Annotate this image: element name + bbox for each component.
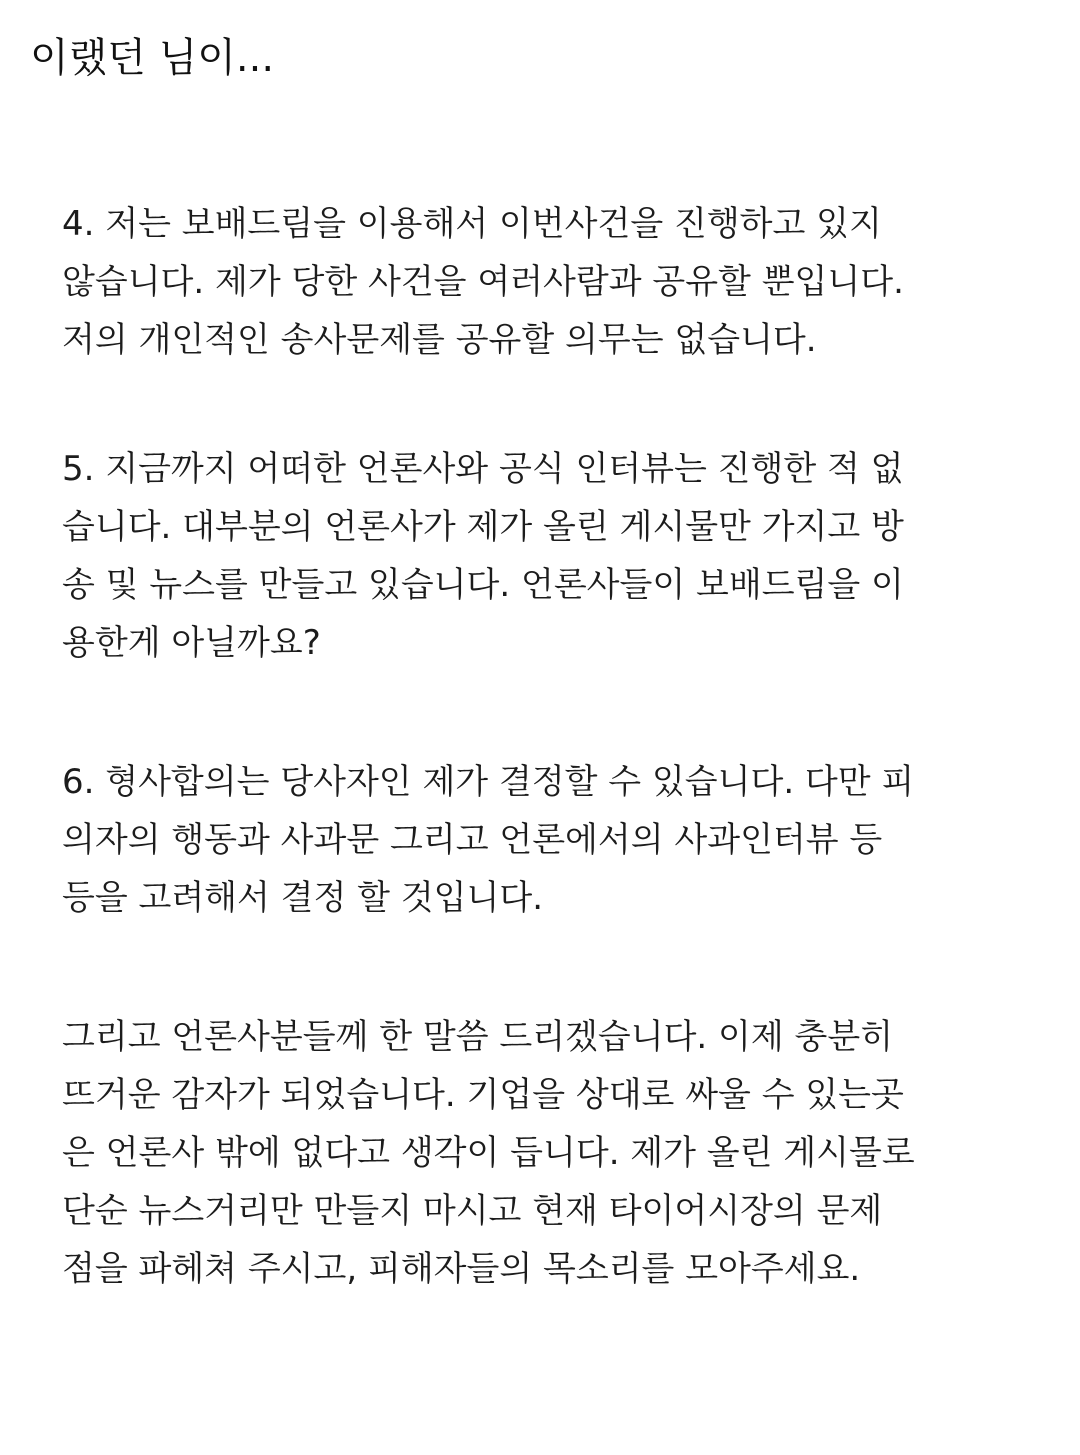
text-line: 6. 형사합의는 당사자인 제가 결정할 수 있습니다. 다만 피 [62,762,915,802]
text-line: 저의 개인적인 송사문제를 공유할 의무는 없습니다. [62,320,817,360]
paragraph-item-6 [62,753,1062,927]
text-line: 등을 고려해서 결정 할 것입니다. [62,878,544,918]
paragraph-item-4 [62,195,1062,369]
text-line: 4. 저는 보배드림을 이용해서 이번사건을 진행하고 있지 [62,204,882,244]
paragraph-item-5 [62,440,1062,672]
post-body [62,195,1062,1298]
text-line: 송 및 뉴스를 만들고 있습니다. 언론사들이 보배드림을 이 [62,565,904,605]
text-line: 그리고 언론사분들께 한 말씀 드리겠습니다. 이제 충분히 [62,1017,894,1057]
text-line: 5. 지금까지 어떠한 언론사와 공식 인터뷰는 진행한 적 없 [62,449,904,489]
text-line: 점을 파헤쳐 주시고, 피해자들의 목소리를 모아주세요. [62,1249,861,1289]
paragraph-message-to-press [62,1008,1062,1298]
text-line: 않습니다. 제가 당한 사건을 여러사람과 공유할 뿐입니다. [62,262,904,302]
header-caption: 이랬던 님이... [30,35,275,81]
text-line: 뜨거운 감자가 되었습니다. 기업을 상대로 싸울 수 있는곳 [62,1075,904,1115]
text-line: 의자의 행동과 사과문 그리고 언론에서의 사과인터뷰 등 [62,820,883,860]
text-line: 습니다. 대부분의 언론사가 제가 올린 게시물만 가지고 방 [62,507,904,547]
text-line: 은 언론사 밖에 없다고 생각이 듭니다. 제가 올린 게시물로 [62,1133,915,1173]
text-line: 단순 뉴스거리만 만들지 마시고 현재 타이어시장의 문제 [62,1191,883,1231]
text-line: 용한게 아닐까요? [62,623,321,663]
